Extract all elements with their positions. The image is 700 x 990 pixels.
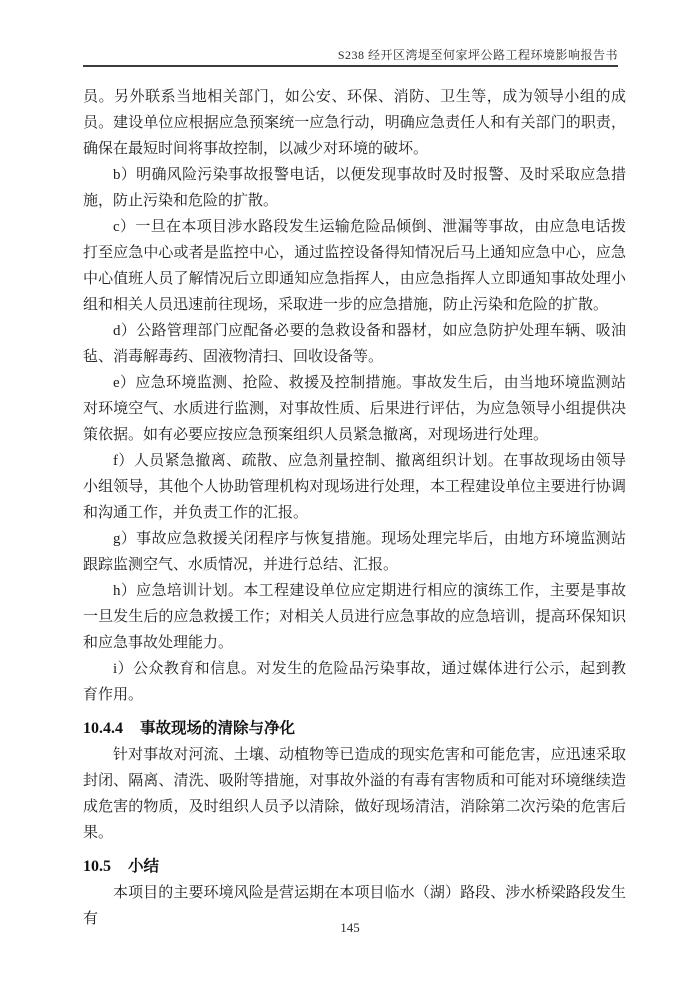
- paragraph-item-i: i）公众教育和信息。对发生的危险品污染事故，通过媒体进行公示，起到教育作用。: [83, 661, 626, 703]
- page-number: 145: [340, 920, 360, 935]
- paragraph-cleanup: 针对事故对河流、土壤、动植物等已造成的现实危害和可能危害，应迅速采取封闭、隔离、清洗、吸附等措施，对事故外溢的有毒有害物质和可能对环境继续造成危害的物质，及时组织人员予以清除，做好现场清洁，消除第二次污染的危害后果。: [83, 747, 626, 841]
- paragraph-item-h: h）应急培训计划。本工程建设单位应定期进行相应的演练工作，主要是事故一旦发生后的应急救援工作；对相关人员进行应急事故的应急培训，提高环保知识和应急事故处理能力。: [83, 583, 626, 651]
- paragraph-item-d: d）公路管理部门应配备必要的急救设备和器材，如应急防护处理车辆、吸油毡、消毒解毒药、固液物清扫、回收设备等。: [83, 323, 626, 365]
- section-number: 10.5: [83, 858, 111, 875]
- paragraph-continuation: 员。另外联系当地相关部门，如公安、环保、消防、卫生等，成为领导小组的成员。建设单位应根据应急预案统一应急行动，明确应急责任人和有关部门的职责，确保在最短时间将事故控制，以减少对环境的破坏。: [83, 89, 626, 157]
- section-title: 事故现场的清除与净化: [140, 720, 296, 737]
- running-header-title: S238 经开区湾堤至何家坪公路工程环境影响报告书: [337, 48, 618, 62]
- section-number: 10.4.4: [83, 720, 123, 737]
- paragraph-summary: 本项目的主要环境风险是营运期在本项目临水（湖）路段、涉水桥梁路段发生有: [83, 885, 626, 927]
- section-heading-10-5: [83, 854, 626, 880]
- section-title: 小结: [128, 858, 160, 875]
- paragraph-item-b: b）明确风险污染事故报警电话，以便发现事故时及时报警、及时采取应急措施，防止污染和危险的扩散。: [83, 167, 626, 209]
- document-body: [83, 84, 626, 932]
- paragraph-item-f: f）人员紧急撤离、疏散、应急剂量控制、撤离组织计划。在事故现场由领导小组领导，其他个人协助管理机构对现场进行处理，本工程建设单位主要进行协调和沟通工作，并负责工作的汇报。: [83, 453, 626, 521]
- paragraph-item-e: e）应急环境监测、抢险、救援及控制措施。事故发生后，由当地环境监测站对环境空气、水质进行监测，对事故性质、后果进行评估，为应急领导小组提供决策依据。如有必要应按应急预案组织人员紧急撤离，对现场进行处理。: [83, 375, 626, 443]
- header-rule: [83, 65, 618, 67]
- paragraph-item-c: c）一旦在本项目涉水路段发生运输危险品倾倒、泄漏等事故，由应急电话拨打至应急中心或者是监控中心，通过监控设备得知情况后马上通知应急中心，应急中心值班人员了解情况后立即通知应急指挥人，由应急指挥人立即通知事故处理小组和相关人员迅速前往现场，采取进一步的应急措施，防止污染和危险的扩散。: [83, 219, 626, 313]
- paragraph-item-g: g）事故应急救援关闭程序与恢复措施。现场处理完毕后，由地方环境监测站跟踪监测空气、水质情况，并进行总结、汇报。: [83, 531, 626, 573]
- section-heading-10-4-4: [83, 716, 626, 742]
- page-footer: [0, 920, 700, 936]
